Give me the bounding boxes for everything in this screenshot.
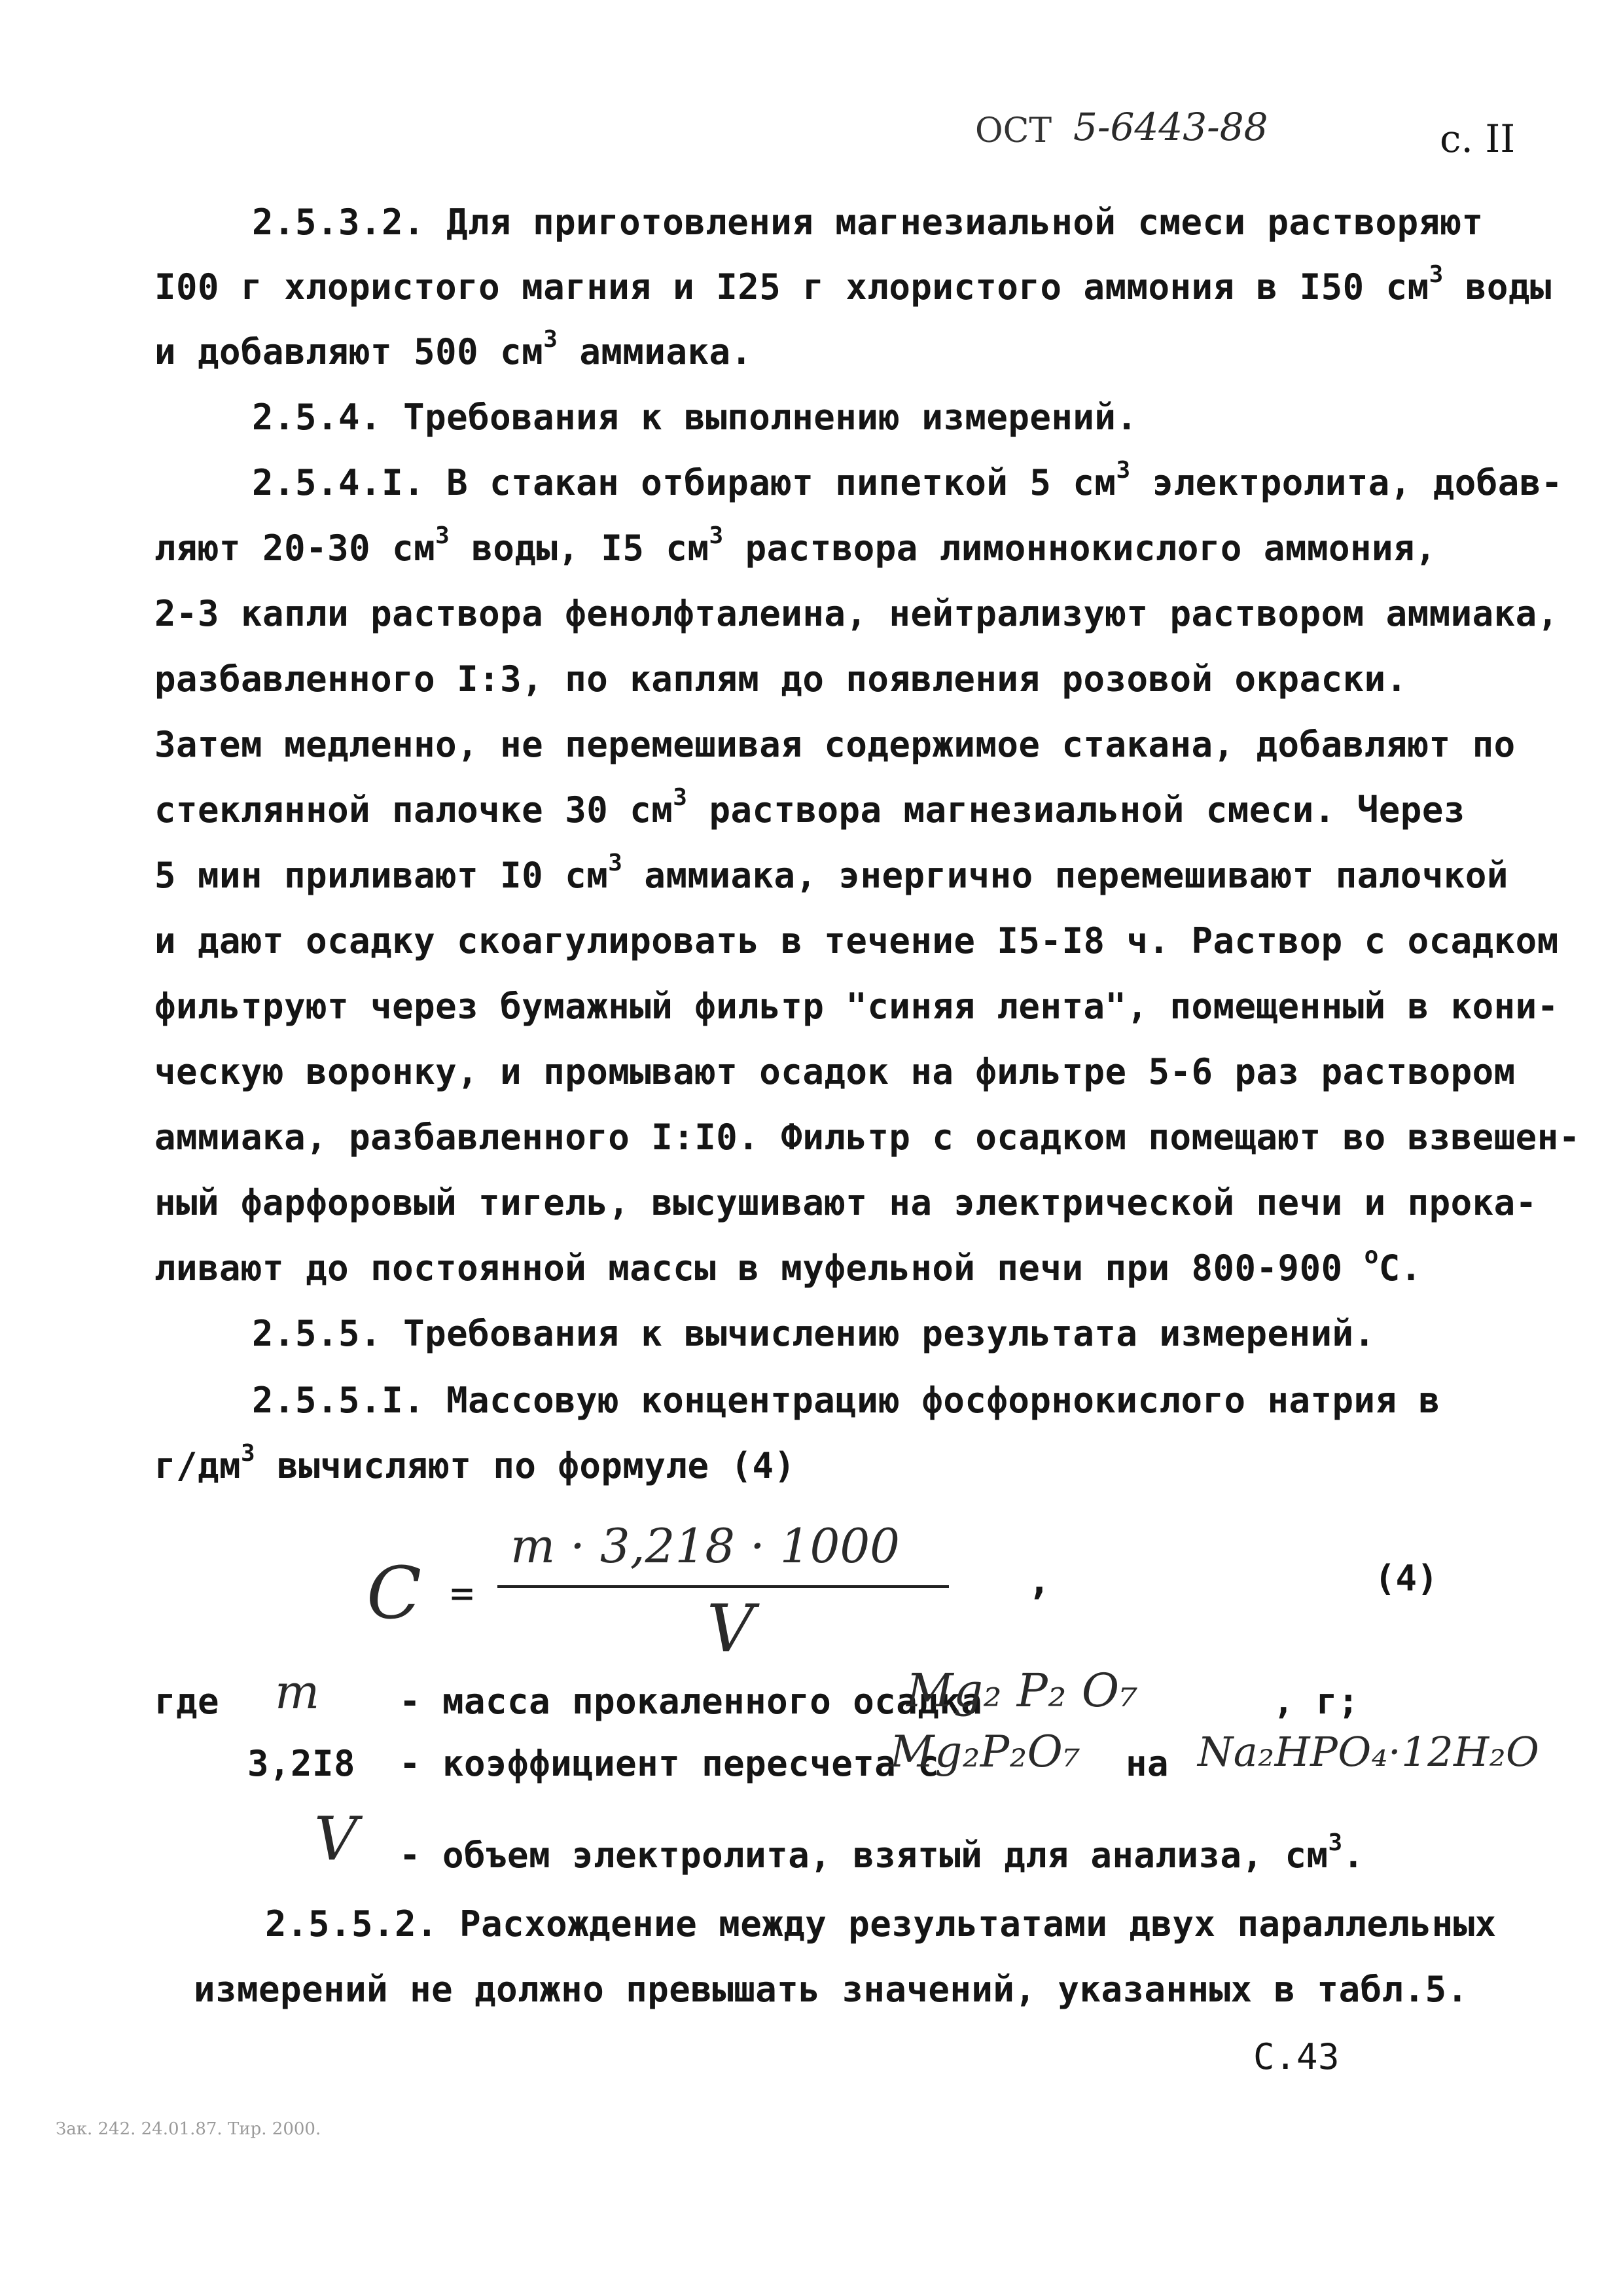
legend-m-symbol: m [275,1664,320,1719]
text-line: 2.5.5.I. Массовую концентрацию фосфорнокислого натрия в [252,1380,1440,1421]
formula-comma: , [1027,1558,1052,1604]
text-line: $г/дм^3$ вычисляют по формуле (4) [154,1440,796,1486]
text-line: и добавляют 500 $см^3$ аммиака. [154,326,753,372]
text-line: 2.5.4.I. В стакан отбирают пипеткой 5 $см^3$ электролита, добав- [252,457,1563,503]
text-line: ческую воронку, и промывают осадок на фильтре 5-6 раз раствором [154,1051,1516,1092]
text-line: измерений не должно превышать значений, указанных в табл.5. [194,1969,1469,2010]
print-imprint: Зак. 242. 24.01.87. Тир. 2000. [56,2119,321,2139]
text-line: 2-3 капли раствора фенолфталеина, нейтрализуют раствором аммиака, [154,593,1559,634]
section-heading: 2.5.4. Требования к выполнению измерений. [252,397,1138,438]
text-line: стеклянной палочке 30 $см^3$ раствора магнезиальной смеси. Через [154,784,1465,831]
text-line: I00 г хлористого магния и I25 г хлористого аммония в I50 $см^3$ воды [154,261,1552,308]
text-line: ливают до постоянной массы в муфельной печи при 800-900 $^о$С. [154,1242,1422,1289]
formula-4 [366,1518,1086,1669]
text-line: и дают осадку скоагулировать в течение I5-I8 ч. Раствор с осадком [154,920,1559,961]
legend-k-from-formula: Mg₂P₂O₇ [890,1727,1081,1777]
equation-number: (4) [1374,1558,1438,1599]
page-reference: С.43 [1253,2036,1340,2077]
legend-k-to-formula: Na₂HPO₄·12H₂O [1198,1728,1540,1776]
text-line: фильтруют через бумажный фильтр "синяя лента", помещенный в кони- [154,986,1559,1027]
text-line: ный фарфоровый тигель, высушивают на электрической печи и прока- [154,1182,1537,1223]
text-line: ляют 20-30 $см^3$ воды, I5 $см^3$ раствора лимоннокислого аммония, [154,522,1437,569]
legend-m-unit: , г; [1273,1681,1360,1722]
legend-v-description: - объем электролита, взятый для анализа, $см^3$. [399,1829,1364,1876]
standard-code-handwritten: 5-6443-88 [1073,105,1268,149]
text-line: 5 мин приливают I0 $см^3$ аммиака, энергично перемешивают палочкой [154,850,1508,896]
legend-k-on: на [1126,1743,1169,1784]
text-line: 2.5.3.2. Для приготовления магнезиальной смеси растворяют [252,202,1484,243]
page-label: с. II [1440,117,1516,161]
legend-k-description: - коэффициент пересчета с [399,1743,940,1784]
section-heading: 2.5.5. Требования к вычислению результата измерений. [252,1313,1376,1354]
legend-m-formula: Mg₂ P₂ O₇ [906,1664,1139,1717]
text-line: разбавленного I:3, по каплям до появления розовой окраски. [154,658,1408,700]
legend-where: где [154,1681,220,1722]
legend-k-symbol: 3,2I8 [247,1743,356,1784]
legend-m-description: - масса прокаленного осадка [399,1681,983,1722]
standard-prefix: ОСТ [975,111,1052,151]
text-line: Затем медленно, не перемешивая содержимое стакана, добавляют по [154,724,1516,765]
formula-lhs: C [366,1551,422,1635]
formula-denominator: V [707,1590,755,1667]
formula-equals: = [450,1571,474,1617]
legend-v-symbol: V [314,1804,358,1874]
text-line: 2.5.5.2. Расхождение между результатами двух параллельных [265,1903,1497,1945]
text-line: аммиака, разбавленного I:I0. Фильтр с осадком помещают во взвешен- [154,1117,1580,1158]
fraction-line [497,1585,949,1588]
formula-numerator: m · 3,218 · 1000 [510,1518,900,1573]
